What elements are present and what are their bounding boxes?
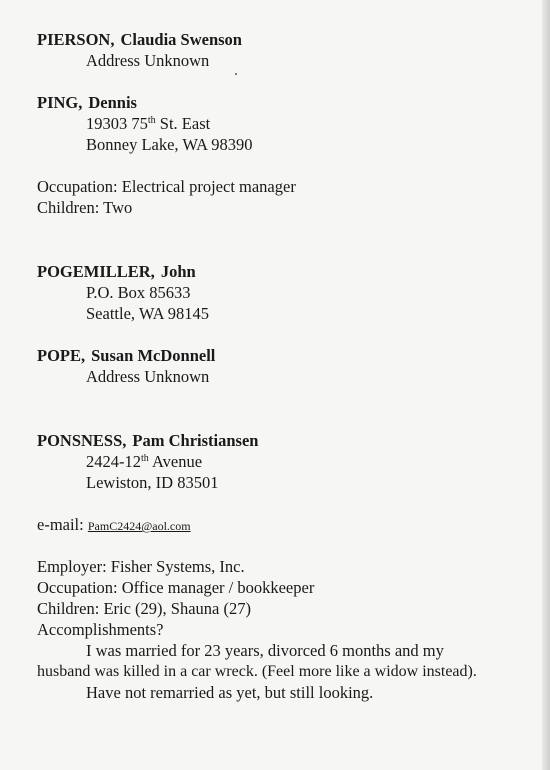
last-name: PIERSON, <box>37 30 115 49</box>
last-name: PONSNESS, <box>37 431 127 450</box>
address-line: Seattle, WA 98145 <box>86 304 209 323</box>
paragraph-line: I was married for 23 years, divorced 6 months and my <box>86 641 444 660</box>
street-address: 2424-12th Avenue <box>86 452 203 471</box>
last-name: POPE, <box>37 346 86 365</box>
paragraph-line: Have not remarried as yet, but still looking. <box>86 683 374 702</box>
entry-name <box>37 30 242 50</box>
email-link[interactable]: PamC2424@aol.com <box>87 519 191 533</box>
stray-mark <box>235 73 237 75</box>
address-line: Address Unknown <box>86 367 210 386</box>
address-line: P.O. Box 85633 <box>86 283 191 302</box>
first-name: Susan McDonnell <box>91 346 216 365</box>
employer-line: Employer: Fisher Systems, Inc. <box>37 557 245 576</box>
last-name: PING, <box>37 93 83 112</box>
occupation-line: Occupation: Electrical project manager <box>37 177 296 196</box>
children-line: Children: Two <box>37 198 133 217</box>
entry-name <box>37 431 258 451</box>
entry-name <box>37 346 215 366</box>
first-name: Dennis <box>88 93 137 112</box>
first-name: Claudia Swenson <box>120 30 242 49</box>
email-label: e-mail: <box>37 515 88 534</box>
accomplishments-label: Accomplishments? <box>37 620 164 639</box>
page-edge-shadow <box>542 0 550 770</box>
entry-name <box>37 262 196 282</box>
email-line <box>37 515 191 536</box>
city-line: Lewiston, ID 83501 <box>86 473 219 492</box>
occupation-line: Occupation: Office manager / bookkeeper <box>37 578 315 597</box>
children-line: Children: Eric (29), Shauna (27) <box>37 599 251 618</box>
address-line: Address Unknown <box>86 51 210 70</box>
last-name: POGEMILLER, <box>37 262 155 281</box>
city-line: Bonney Lake, WA 98390 <box>86 135 253 154</box>
first-name: John <box>160 262 196 281</box>
first-name: Pam Christiansen <box>132 431 259 450</box>
street-address: 19303 75th St. East <box>86 114 211 133</box>
paragraph-line: husband was killed in a car wreck. (Feel more like a widow instead). <box>37 663 477 680</box>
entry-name <box>37 93 137 113</box>
